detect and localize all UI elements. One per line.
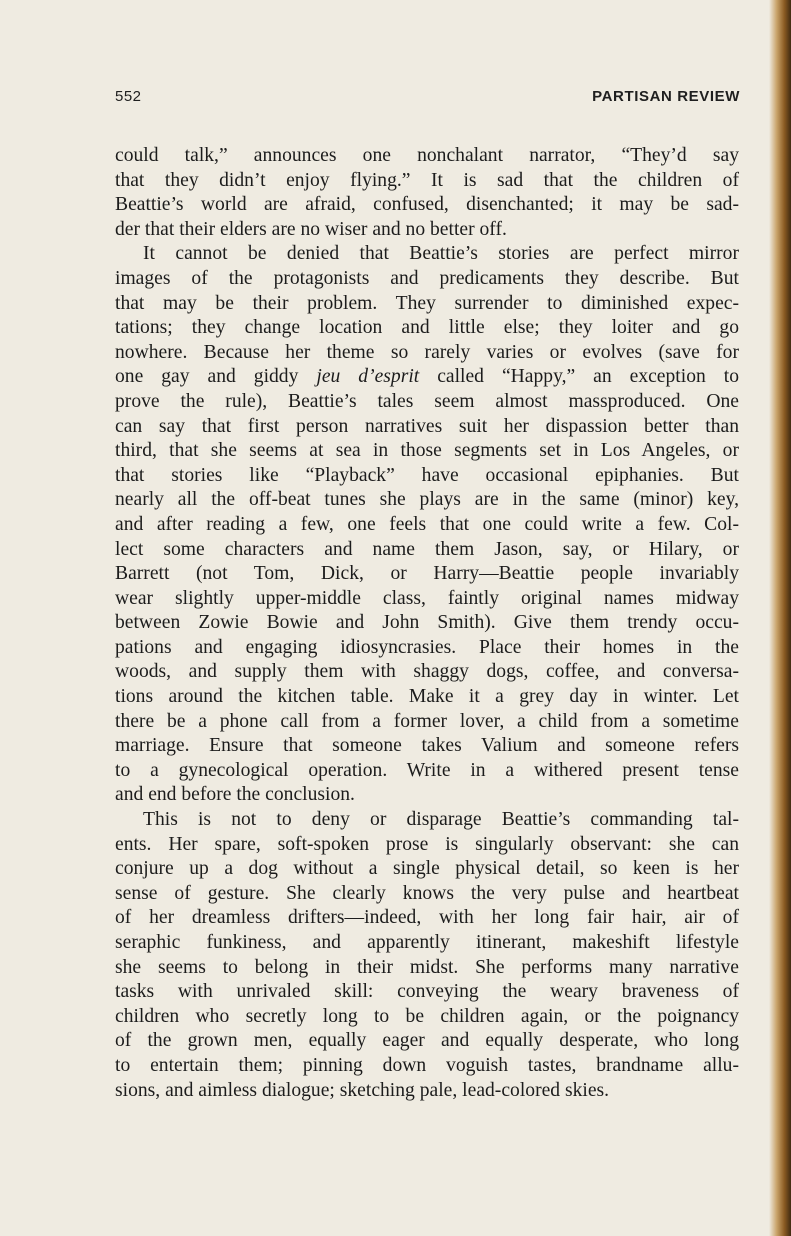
text-line: der that their elders are no wiser and no better off. (115, 218, 507, 240)
text-line: to entertain them; pinning down voguish tastes, brandname allu- (115, 1054, 739, 1076)
text-line: woods, and supply them with shaggy dogs, coffee, and conversa- (115, 661, 739, 683)
text-line: can say that first person narratives suit her dispassion better than (115, 415, 739, 437)
text-line: tasks with unrivaled skill: conveying the weary braveness of (115, 981, 739, 1003)
text-line: there be a phone call from a former lover, a child from a sometime (115, 710, 739, 732)
text-line: Barrett (not Tom, Dick, or Harry—Beattie people invariably (115, 563, 739, 585)
text-line: marriage. Ensure that someone takes Valium and someone refers (115, 735, 739, 757)
text-line: ents. Her spare, soft-spoken prose is singularly observant: she can (115, 833, 739, 855)
text-line: prove the rule), Beattie’s tales seem almost massproduced. One (115, 390, 739, 412)
text-line: Beattie’s world are afraid, confused, disenchanted; it may be sad- (115, 194, 739, 216)
text-line: tions around the kitchen table. Make it a grey day in winter. Let (115, 686, 739, 708)
text-line: of the grown men, equally eager and equally desperate, who long (115, 1030, 739, 1052)
text-line: could talk,” announces one nonchalant narrator, “They’d say (115, 145, 739, 166)
italic-phrase: jeu d’esprit (316, 366, 420, 388)
text-line: and end before the conclusion. (115, 784, 355, 806)
text-line: third, that she seems at sea in those segments set in Los Angeles, or (115, 440, 739, 462)
text-line: and after reading a few, one feels that one could write a few. Col- (115, 513, 739, 535)
text-line: conjure up a dog without a single physical detail, so keen is her (115, 858, 739, 880)
text-line: children who secretly long to be children again, or the poignancy (115, 1005, 739, 1027)
text-line: that they didn’t enjoy flying.” It is sad that the children of (115, 169, 739, 191)
book-spine-edge (769, 0, 791, 1236)
page-number: 552 (115, 88, 142, 105)
text-line: This is not to deny or disparage Beattie’s commanding tal- (143, 809, 739, 831)
paragraph-3 (115, 808, 739, 1103)
article-body (115, 144, 739, 1103)
text-line: It cannot be denied that Beattie’s stories are perfect mirror (143, 243, 739, 265)
text-line: nowhere. Because her theme so rarely varies or evolves (save for (115, 341, 739, 363)
text-line: of her dreamless drifters—indeed, with her long fair hair, air of (115, 907, 739, 929)
text-line: that may be their problem. They surrender to diminished expec- (115, 292, 739, 314)
text-line: between Zowie Bowie and John Smith). Give them trendy occu- (115, 612, 739, 634)
text-line: to a gynecological operation. Write in a withered present tense (115, 759, 739, 781)
text-line: tations; they change location and little else; they loiter and go (115, 317, 739, 339)
text-line: sense of gesture. She clearly knows the very pulse and heartbeat (115, 882, 739, 904)
text-line: she seems to belong in their midst. She performs many narrative (115, 956, 739, 978)
text-line: sions, and aimless dialogue; sketching pale, lead-colored skies. (115, 1079, 610, 1101)
text-line: that stories like “Playback” have occasional epiphanies. But (115, 464, 739, 486)
text-line (115, 365, 739, 390)
running-head (115, 88, 740, 110)
text-line: pations and engaging idiosyncrasies. Place their homes in the (115, 636, 739, 658)
paragraph-2 (115, 242, 739, 808)
journal-title: PARTISAN REVIEW (592, 88, 740, 105)
text-segment: one gay and giddy (115, 366, 317, 388)
text-line: images of the protagonists and predicaments they describe. But (115, 267, 739, 289)
text-segment: called “Happy,” an exception to (419, 366, 739, 388)
text-line: lect some characters and name them Jason, say, or Hilary, or (115, 538, 739, 560)
text-line: seraphic funkiness, and apparently itinerant, makeshift lifestyle (115, 932, 739, 953)
paragraph-1 (115, 144, 739, 242)
text-line: nearly all the off-beat tunes she plays are in the same (minor) key, (115, 489, 739, 511)
text-line: wear slightly upper-middle class, faintly original names midway (115, 587, 739, 609)
